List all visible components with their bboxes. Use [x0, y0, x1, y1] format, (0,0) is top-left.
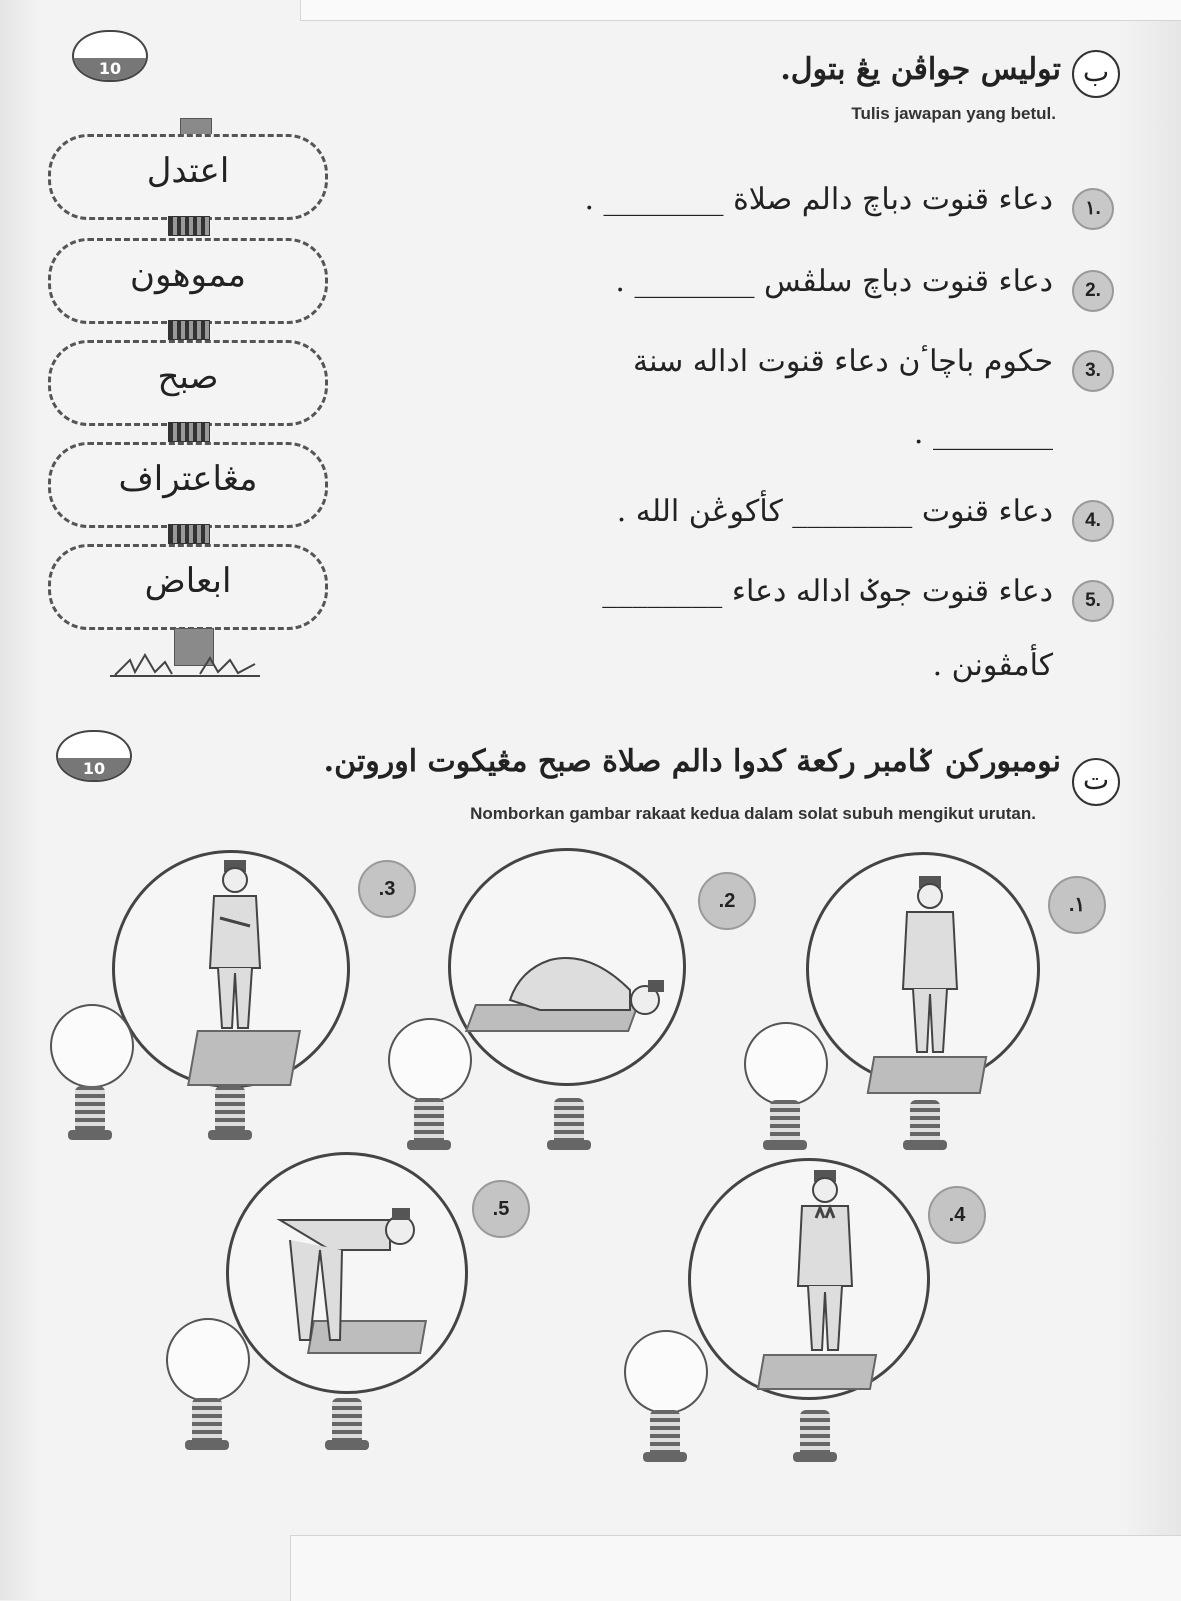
spring-base [68, 1130, 112, 1140]
score-badge [72, 30, 148, 82]
question-number: ١. [1072, 188, 1114, 230]
spring-icon [332, 1398, 362, 1446]
answer-circle[interactable] [388, 1018, 472, 1102]
connector [168, 422, 210, 442]
word-bank-item: مموهون [48, 238, 328, 324]
connector [168, 320, 210, 340]
word-bank-item: ابعاض [48, 544, 328, 630]
section-title-ms: Tulis jawapan yang betul. [851, 104, 1056, 123]
section-title-ar: توليس جواڤن يڠ بتول. [780, 52, 1061, 87]
grass-icon [110, 650, 260, 680]
score-badge [56, 730, 132, 782]
section-letter-ba: ب [1072, 50, 1120, 98]
picture-number-badge: .3 [358, 860, 416, 918]
spring-base [185, 1440, 229, 1450]
question-text: دعاء قنوت دباچ دالم صلاة ________ . [584, 182, 1053, 217]
section-title-ar: نومبورکن ݢامبر رکعة کدوا دالم صلاة صبح مڠيکوت اوروتن. [323, 744, 1061, 779]
question-text: دعاء قنوت ________ کأکوڠن الله . [616, 494, 1053, 529]
connector [168, 216, 210, 236]
connector [168, 524, 210, 544]
question-number: 3. [1072, 350, 1114, 392]
paper-fold-top [300, 0, 1181, 21]
answer-circle[interactable] [50, 1004, 134, 1088]
spring-base [208, 1130, 252, 1140]
spring-icon [75, 1086, 105, 1134]
spring-icon [414, 1098, 444, 1146]
spring-icon [192, 1398, 222, 1446]
spring-icon [215, 1086, 245, 1134]
picture-number-badge: .١ [1048, 876, 1106, 934]
spring-icon [650, 1410, 680, 1458]
score-value: 10 [82, 759, 106, 778]
picture-number-badge: .2 [698, 872, 756, 930]
answer-circle[interactable] [166, 1318, 250, 1402]
answer-circle[interactable] [744, 1022, 828, 1106]
question-text-continued: کأمڤونن . [932, 648, 1053, 683]
question-number: 2. [1072, 270, 1114, 312]
prayer-mat-icon [757, 1354, 877, 1390]
word-bank-item: مڠاعتراف [48, 442, 328, 528]
question-text: حکوم باچاٴن دعاء قنوت اداله سنة [633, 344, 1053, 379]
word-bank-item: اعتدل [48, 134, 328, 220]
answer-circle[interactable] [624, 1330, 708, 1414]
prayer-mat-icon [187, 1030, 301, 1086]
spring-base [793, 1452, 837, 1462]
question-text: دعاء قنوت جوݢ اداله دعاء ________ [602, 574, 1053, 609]
spring-base [407, 1140, 451, 1150]
score-value: 10 [98, 59, 122, 78]
paper-fold-bottom [290, 1535, 1181, 1601]
section-letter-ta: ت [1072, 758, 1120, 806]
question-number: 4. [1072, 500, 1114, 542]
picture-number-badge: .5 [472, 1180, 530, 1238]
praying-worshipper-icon [790, 1168, 860, 1358]
spring-icon [800, 1410, 830, 1458]
standing-worshipper-icon [200, 858, 270, 1038]
spring-base [903, 1140, 947, 1150]
standing-worshipper-icon [895, 874, 965, 1064]
spring-base [325, 1440, 369, 1450]
prostrating-worshipper-icon [500, 930, 680, 1030]
question-text-continued: ________ . [913, 416, 1053, 451]
spring-base [763, 1140, 807, 1150]
question-number: 5. [1072, 580, 1114, 622]
question-text: دعاء قنوت دباچ سلڤس ________ . [615, 264, 1053, 299]
word-bank-item: صبح [48, 340, 328, 426]
spring-base [547, 1140, 591, 1150]
bowing-worshipper-icon [270, 1190, 430, 1350]
spring-base [643, 1452, 687, 1462]
picture-number-badge: .4 [928, 1186, 986, 1244]
spring-icon [554, 1098, 584, 1146]
section-title-ms: Nomborkan gambar rakaat kedua dalam solat subuh mengikut urutan. [470, 804, 1036, 823]
